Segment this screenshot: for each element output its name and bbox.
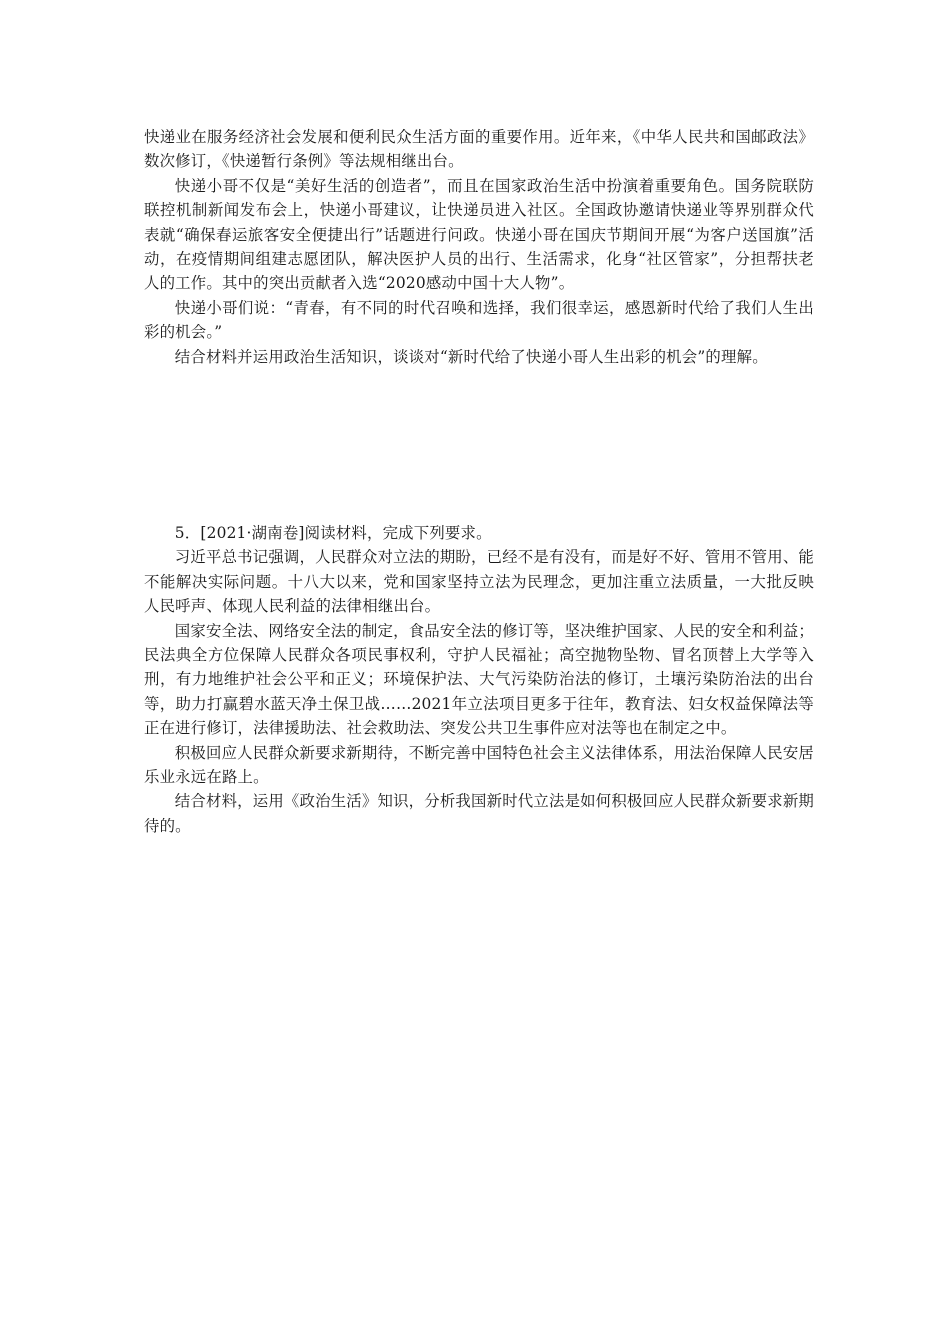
q5-paragraph-2: 国家安全法、网络安全法的制定，食品安全法的修订等，坚决维护国家、人民的安全和利益；民法典全方位保障人民群众各项民事权利，守护人民福祉；高空抛物坠物、冒名顶替上大学等入刑，有力地维护社会公平和正义；环境保护法、大气污染防治法的修订，土壤污染防治法的出台等，助力打赢碧水蓝天净土保卫战……2021年立法项目更多于往年，教育法、妇女权益保障法等正在进行修订，法律援助法、社会救助法、突发公共卫生事件应对法等也在制定之中。	[144, 621, 815, 738]
q5-paragraph-1: 习近平总书记强调，人民群众对立法的期盼，已经不是有没有，而是好不好、管用不管用、能不能解决实际问题。十八大以来，党和国家坚持立法为民理念，更加注重立法质量，一大批反映人民呼声、体现人民利益的法律相继出台。	[144, 548, 815, 616]
q5-paragraph-3: 积极回应人民群众新要求新期待，不断完善中国特色社会主义法律体系，用法治保障人民安居乐业永远在路上。	[144, 743, 815, 787]
q4-paragraph-2: 快递小哥不仅是“美好生活的创造者”，而且在国家政治生活中扮演着重要角色。国务院联防联控机制新闻发布会上，快递小哥建议，让快递员进入社区。全国政协邀请快递业等界别群众代表就“确保春运旅客安全便捷出行”话题进行问政。快递小哥在国庆节期间开展“为客户送国旗”活动，在疫情期间组建志愿团队，解决医护人员的出行、生活需求，化身“社区管家”，分担帮扶老人的工作。其中的突出贡献者入选“2020感动中国十大人物”。	[144, 176, 814, 293]
q4-prompt: 结合材料并运用政治生活知识，谈谈对“新时代给了快递小哥人生出彩的机会”的理解。	[174, 347, 768, 366]
question-4-continuation	[144, 125, 814, 369]
question-5	[144, 521, 814, 838]
q4-paragraph-3: 快递小哥们说：“青春，有不同的时代召唤和选择，我们很幸运，感恩新时代给了我们人生出彩的机会。”	[144, 298, 814, 342]
q5-header: 5．[2021·湖南卷]阅读材料，完成下列要求。	[174, 524, 492, 542]
q5-prompt: 结合材料，运用《政治生活》知识，分析我国新时代立法是如何积极回应人民群众新要求新期待的。	[144, 792, 815, 835]
q4-paragraph-1: 快递业在服务经济社会发展和便利民众生活方面的重要作用。近年来，《中华人民共和国邮政法》数次修订，《快递暂行条例》等法规相继出台。	[144, 128, 814, 171]
